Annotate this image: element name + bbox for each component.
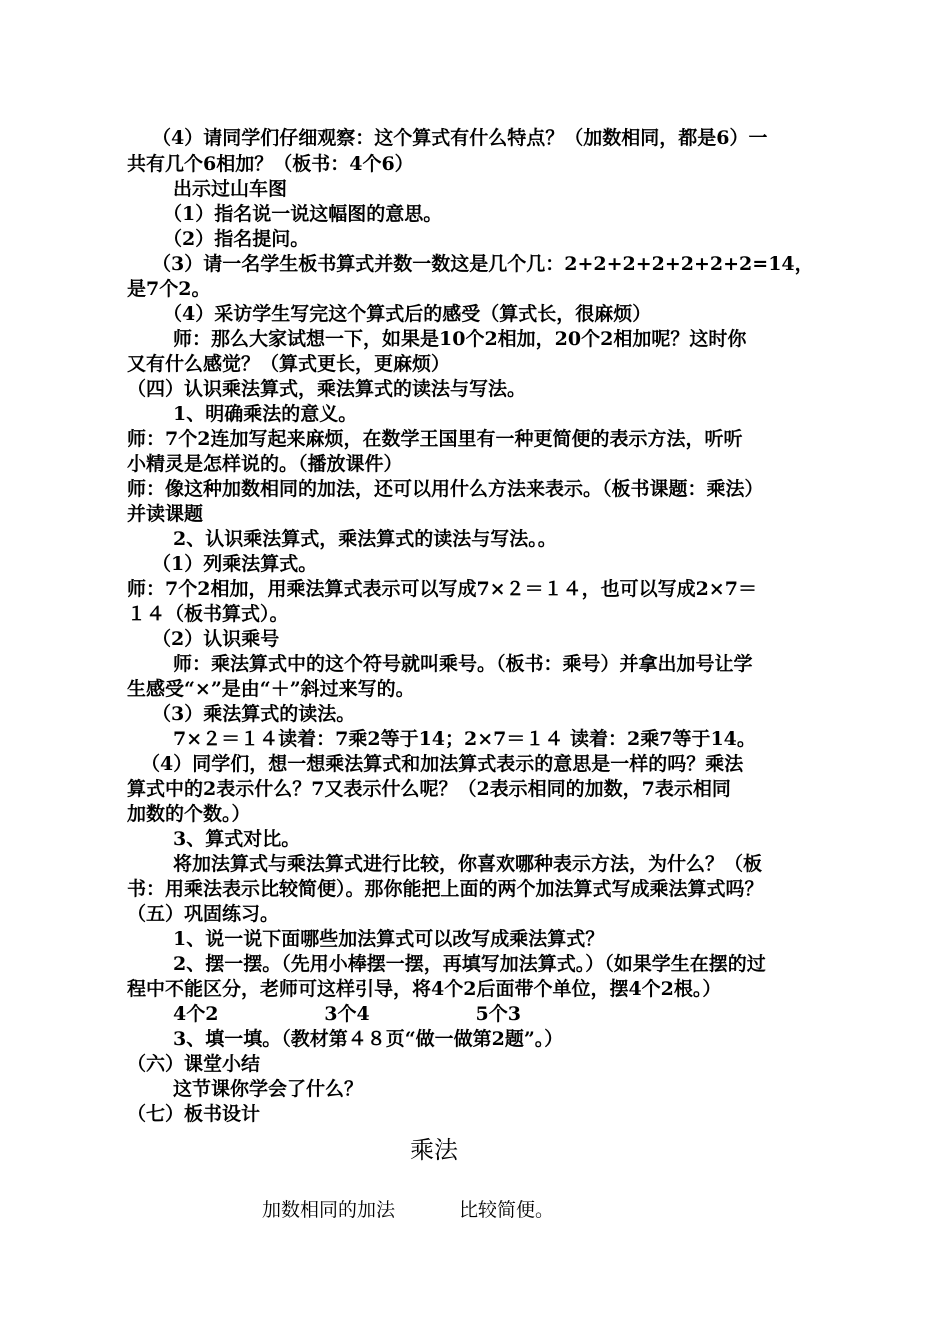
text-line: （3）请一名学生板书算式并数一数这是几个几：2+2+2+2+2+2+2=14， — [152, 253, 814, 275]
text-line: 3、算式对比。 — [173, 828, 301, 850]
text-line: 加数的个数。） — [127, 803, 251, 825]
text-line: 1、说一说下面哪些加法算式可以改写成乘法算式？ — [173, 928, 605, 950]
text-line: 师：7个2连加写起来麻烦，在数学王国里有一种更简便的表示方法，听听 — [127, 428, 743, 450]
text-line: 4个2 3个4 5个3 — [173, 1003, 521, 1025]
text-line: 3、填一填。（教材第４８页“做一做第2题”。） — [173, 1028, 564, 1050]
text-line: 是7个2。 — [127, 278, 211, 300]
text-line: （3）乘法算式的读法。 — [152, 703, 356, 725]
text-line: （4）采访学生写完这个算式后的感受（算式长，很麻烦） — [163, 303, 652, 325]
text-line: 出示过山车图 — [173, 178, 288, 200]
text-line: 并读课题 — [127, 503, 204, 525]
text-line: 小精灵是怎样说的。（播放课件） — [127, 453, 403, 475]
section-heading: （七）板书设计 — [127, 1103, 261, 1125]
text-line: 书：用乘法表示比较简便）。那你能把上面的两个加法算式写成乘法算式吗？ — [127, 878, 764, 900]
text-line: 2、摆一摆。（先用小棒摆一摆，再填写加法算式。）（如果学生在摆的过 — [173, 953, 766, 975]
text-line: 将加法算式与乘法算式进行比较，你喜欢哪种表示方法，为什么？（板 — [173, 853, 763, 875]
text-line: 共有几个6相加？（板书：4个6） — [127, 153, 414, 175]
text-line: 又有什么感觉？（算式更长，更麻烦） — [127, 353, 451, 375]
text-line: 师：那么大家试想一下，如果是10个2相加，20个2相加呢？这时你 — [173, 328, 747, 350]
text-line: 师：7个2相加，用乘法算式表示可以写成7×２＝１４，也可以写成2×7＝ — [127, 578, 757, 600]
text-line: （4）同学们，想一想乘法算式和加法算式表示的意思是一样的吗？乘法 — [141, 753, 744, 775]
text-line: 7×２＝１４读着：7乘2等于14；2×7＝１４ 读着：2乘7等于14。 — [173, 728, 756, 750]
section-heading: （四）认识乘法算式，乘法算式的读法与写法。 — [127, 378, 527, 400]
text-line: 2、认识乘法算式，乘法算式的读法与写法。。 — [173, 528, 557, 550]
section-heading: （六）课堂小结 — [127, 1053, 261, 1075]
section-heading: （五）巩固练习。 — [127, 903, 280, 925]
text-line: 1、明确乘法的意义。 — [173, 403, 358, 425]
text-line: （2）指名提问。 — [163, 228, 310, 250]
board-title: 乘法 — [410, 1136, 458, 1164]
board-left-text: 加数相同的加法 — [262, 1199, 396, 1221]
text-line: 这节课你学会了什么？ — [173, 1078, 364, 1100]
text-line: （1）列乘法算式。 — [152, 553, 318, 575]
text-line: （2）认识乘号 — [152, 628, 280, 650]
text-line: （1）指名说一说这幅图的意思。 — [163, 203, 443, 225]
text-line: 程中不能区分，老师可这样引导，将4个2后面带个单位，摆4个2根。） — [127, 978, 722, 1000]
text-line: １４（板书算式）。 — [127, 603, 289, 625]
text-line: 生感受“×”是由“＋”斜过来写的。 — [127, 678, 415, 700]
text-line: 算式中的2表示什么？7又表示什么呢？（2表示相同的加数，7表示相同 — [127, 778, 731, 800]
text-line: （4）请同学们仔细观察：这个算式有什么特点？（加数相同，都是6）一 — [152, 127, 768, 149]
text-line: 师：像这种加数相同的加法，还可以用什么方法来表示。（板书课题：乘法） — [127, 478, 764, 500]
board-right-text: 比较简便。 — [459, 1199, 555, 1221]
text-line: 师：乘法算式中的这个符号就叫乘号。（板书：乘号）并拿出加号让学 — [173, 653, 753, 675]
